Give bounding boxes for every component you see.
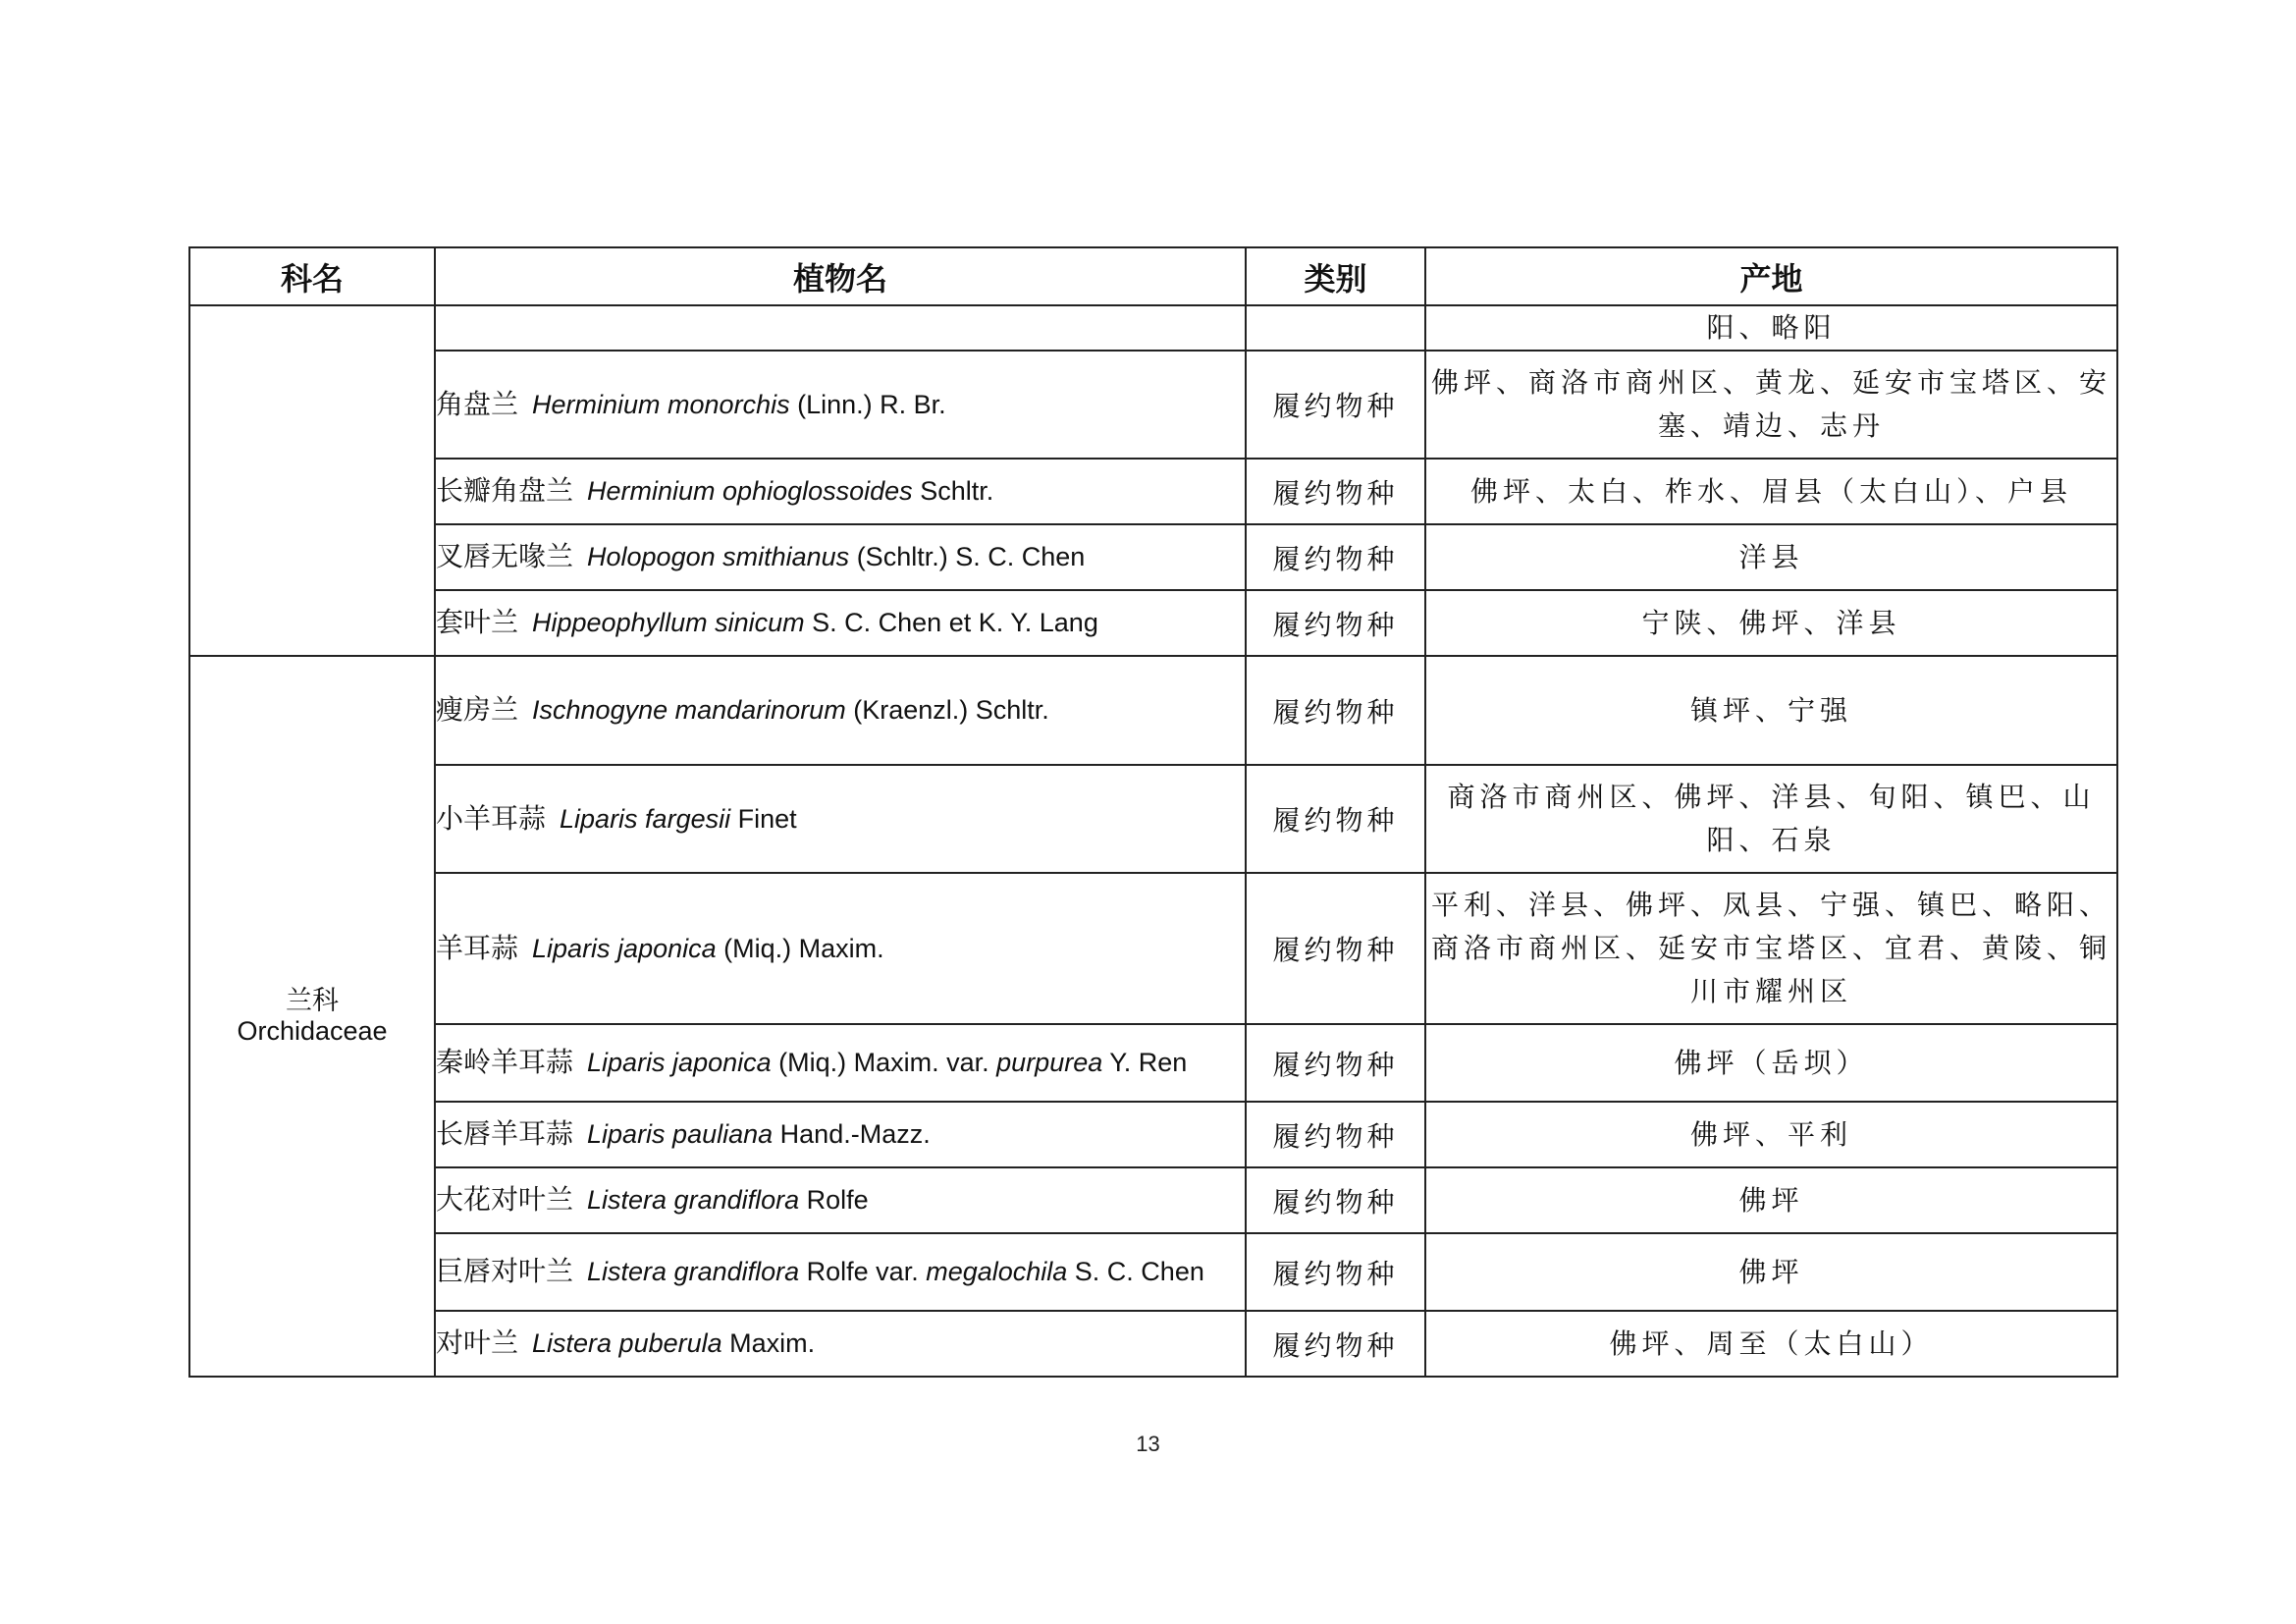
table-row (189, 524, 2117, 590)
locality-cell: 平利、洋县、佛坪、凤县、宁强、镇巴、略阳、商洛市商州区、延安市宝塔区、宜君、黄陵、铜川市耀州区 (1425, 873, 2117, 1024)
locality-cell: 商洛市商州区、佛坪、洋县、旬阳、镇巴、山阳、石泉 (1425, 765, 2117, 873)
plant-scientific-name: Liparis japonica (587, 1048, 772, 1077)
category-cell: 履约物种 (1246, 524, 1425, 590)
plant-scientific-name: Listera grandiflora (587, 1257, 800, 1286)
locality-cell: 佛坪、商洛市商州区、黄龙、延安市宝塔区、安塞、靖边、志丹 (1425, 351, 2117, 459)
plant-name-cell (435, 1233, 1246, 1311)
locality-cell: 佛坪、太白、柞水、眉县（太白山）、户县 (1425, 459, 2117, 524)
plant-name-authority: (Miq.) Maxim. (716, 933, 884, 963)
locality-cell: 佛坪 (1425, 1233, 2117, 1311)
family-name-latin: Orchidaceae (237, 1016, 388, 1046)
locality-cell: 佛坪、周至（太白山） (1425, 1311, 2117, 1377)
category-cell: 履约物种 (1246, 1167, 1425, 1233)
header-locality: 产地 (1425, 247, 2117, 305)
category-cell: 履约物种 (1246, 656, 1425, 765)
plant-name-cell (435, 590, 1246, 656)
locality-cell: 佛坪 (1425, 1167, 2117, 1233)
table-row (189, 1024, 2117, 1102)
page-number: 13 (1136, 1432, 1160, 1456)
category-cell: 履约物种 (1246, 1102, 1425, 1167)
category-cell: 履约物种 (1246, 459, 1425, 524)
plant-name-cell (435, 1102, 1246, 1167)
locality-cell: 镇坪、宁强 (1425, 656, 2117, 765)
plant-chinese-name: 长瓣角盘兰 (436, 474, 574, 507)
plant-scientific-name: Holopogon smithianus (587, 542, 850, 571)
plant-scientific-name: Listera puberula (532, 1328, 722, 1358)
plant-name-authority: (Schltr.) S. C. Chen (849, 542, 1086, 571)
plant-scientific-name: Liparis pauliana (587, 1119, 774, 1149)
category-cell: 履约物种 (1246, 1024, 1425, 1102)
plant-name-authority: (Miq.) Maxim. var. (771, 1048, 997, 1077)
plant-chinese-name: 小羊耳蒜 (436, 801, 547, 835)
plant-name-authority: S. C. Chen et K. Y. Lang (804, 608, 1098, 637)
plant-chinese-name: 巨唇对叶兰 (436, 1255, 574, 1287)
plant-name-authority: Hand.-Mazz. (773, 1119, 931, 1149)
plant-name-cell (435, 351, 1246, 459)
table-row (189, 1311, 2117, 1377)
plant-chinese-name: 瘦房兰 (436, 693, 519, 726)
table-row (189, 590, 2117, 656)
locality-cell: 宁陕、佛坪、洋县 (1425, 590, 2117, 656)
plant-chinese-name: 大花对叶兰 (436, 1183, 574, 1216)
plant-chinese-name: 角盘兰 (436, 387, 519, 420)
plant-name-cell (435, 656, 1246, 765)
plant-chinese-name: 秦岭羊耳蒜 (436, 1046, 574, 1078)
plant-name-authority: Rolfe var. (799, 1257, 927, 1286)
plant-scientific-name: Hippeophyllum sinicum (532, 608, 805, 637)
plant-scientific-name: Herminium ophioglossoides (587, 476, 913, 506)
category-cell (1246, 305, 1425, 351)
plant-scientific-name: Ischnogyne mandarinorum (532, 695, 846, 725)
plant-scientific-name: Liparis japonica (532, 933, 717, 963)
category-cell: 履约物种 (1246, 1233, 1425, 1311)
plant-name-cell (435, 1167, 1246, 1233)
plant-scientific-name: purpurea (996, 1048, 1103, 1077)
plant-name-authority: Schltr. (912, 476, 994, 506)
category-cell: 履约物种 (1246, 765, 1425, 873)
plant-scientific-name: Herminium monorchis (532, 389, 790, 419)
table-row (189, 765, 2117, 873)
plant-name-cell (435, 1024, 1246, 1102)
plant-chinese-name: 羊耳蒜 (436, 931, 519, 964)
plant-chinese-name: 长唇羊耳蒜 (436, 1117, 574, 1150)
header-family: 科名 (189, 247, 435, 305)
plant-name-cell (435, 305, 1246, 351)
family-name-cn: 兰科 (286, 986, 339, 1016)
plant-name-authority: Rolfe (799, 1185, 869, 1215)
plant-scientific-name: Liparis fargesii (560, 803, 731, 834)
plant-name-cell (435, 524, 1246, 590)
plant-name-authority: Maxim. (721, 1328, 816, 1358)
category-cell: 履约物种 (1246, 351, 1425, 459)
plant-name-cell (435, 873, 1246, 1024)
family-cell-orchidaceae (189, 656, 435, 1377)
locality-cell: 佛坪（岳坝） (1425, 1024, 2117, 1102)
plant-scientific-name: Listera grandiflora (587, 1185, 800, 1215)
plant-name-authority: (Kraenzl.) Schltr. (845, 695, 1049, 725)
plant-name-authority: Finet (730, 803, 797, 834)
plant-name-authority: (Linn.) R. Br. (789, 389, 946, 419)
table-row (189, 1102, 2117, 1167)
table-row (189, 305, 2117, 351)
category-cell: 履约物种 (1246, 1311, 1425, 1377)
table-row (189, 1167, 2117, 1233)
category-cell: 履约物种 (1246, 590, 1425, 656)
plant-name-authority: Y. Ren (1102, 1048, 1188, 1077)
locality-cell: 洋县 (1425, 524, 2117, 590)
table-row (189, 351, 2117, 459)
table-row (189, 873, 2117, 1024)
plant-name-cell (435, 459, 1246, 524)
table-row (189, 656, 2117, 765)
locality-cell: 阳、略阳 (1425, 305, 2117, 351)
plant-scientific-name: megalochila (926, 1257, 1068, 1286)
table-row (189, 459, 2117, 524)
table-row (189, 1233, 2117, 1311)
header-row (189, 247, 2117, 305)
species-table (188, 246, 2118, 1378)
plant-chinese-name: 对叶兰 (436, 1326, 519, 1359)
plant-chinese-name: 套叶兰 (436, 606, 519, 638)
category-cell: 履约物种 (1246, 873, 1425, 1024)
header-category: 类别 (1246, 247, 1425, 305)
locality-cell: 佛坪、平利 (1425, 1102, 2117, 1167)
plant-chinese-name: 叉唇无喙兰 (436, 540, 574, 572)
family-cell-continued (189, 305, 435, 656)
header-plant-name: 植物名 (435, 247, 1246, 305)
plant-name-authority: S. C. Chen (1067, 1257, 1204, 1286)
plant-name-cell (435, 765, 1246, 873)
plant-name-cell (435, 1311, 1246, 1377)
